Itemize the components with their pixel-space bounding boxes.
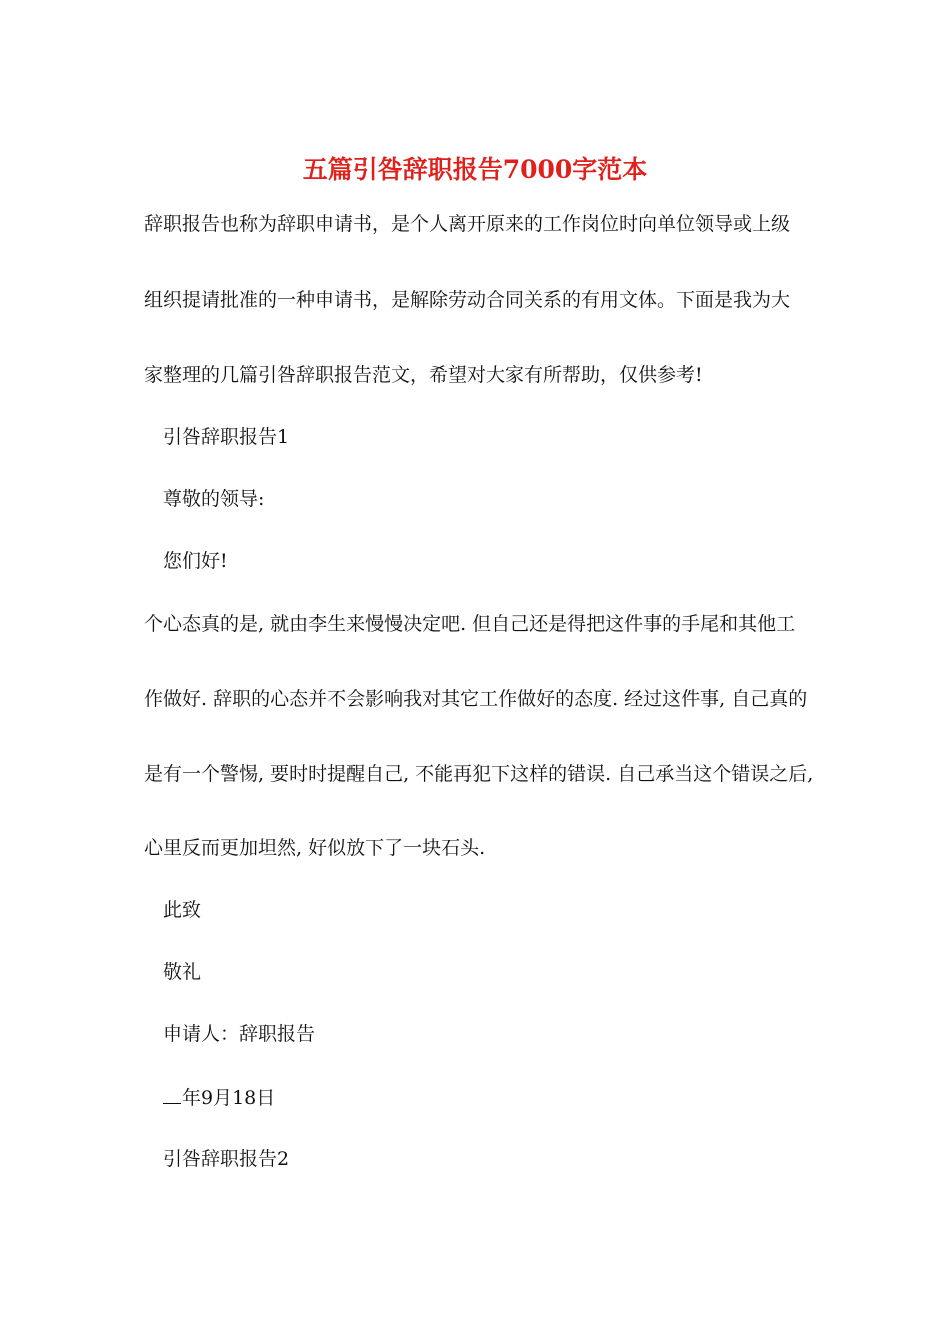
date-blank <box>163 1085 181 1104</box>
date-line <box>163 1085 275 1110</box>
body-line-3: 是有一个警惕, 要时时提醒自己, 不能再犯下这样的错误. 自己承当这个错误之后, <box>144 763 814 785</box>
intro-line-1: 辞职报告也称为辞职申请书，是个人离开原来的工作岗位时向单位领导或上级 <box>144 213 791 235</box>
document-title: 五篇引咎辞职报告7000字范本 <box>302 155 648 184</box>
salutation: 尊敬的领导: <box>163 488 265 510</box>
section-heading-2: 引咎辞职报告2 <box>163 1148 290 1170</box>
intro-line-3: 家整理的几篇引咎辞职报告范文，希望对大家有所帮助，仅供参考! <box>144 364 703 386</box>
closing-1: 此致 <box>163 899 202 921</box>
body-line-2: 作做好. 辞职的心态并不会影响我对其它工作做好的态度. 经过这件事, 自己真的 <box>144 688 808 710</box>
greeting: 您们好! <box>163 550 228 572</box>
body-line-4: 心里反而更加坦然, 好似放下了一块石头. <box>144 837 486 859</box>
applicant-line: 申请人：辞职报告 <box>163 1023 316 1045</box>
intro-line-2: 组织提请批准的一种申请书，是解除劳动合同关系的有用文体。下面是我为大 <box>144 289 791 311</box>
section-heading-1: 引咎辞职报告1 <box>163 426 290 448</box>
date-text: 年9月18日 <box>182 1087 276 1109</box>
body-line-1: 个心态真的是, 就由李生来慢慢决定吧. 但自己还是得把这件事的手尾和其他工 <box>144 613 796 635</box>
closing-2: 敬礼 <box>163 961 202 983</box>
